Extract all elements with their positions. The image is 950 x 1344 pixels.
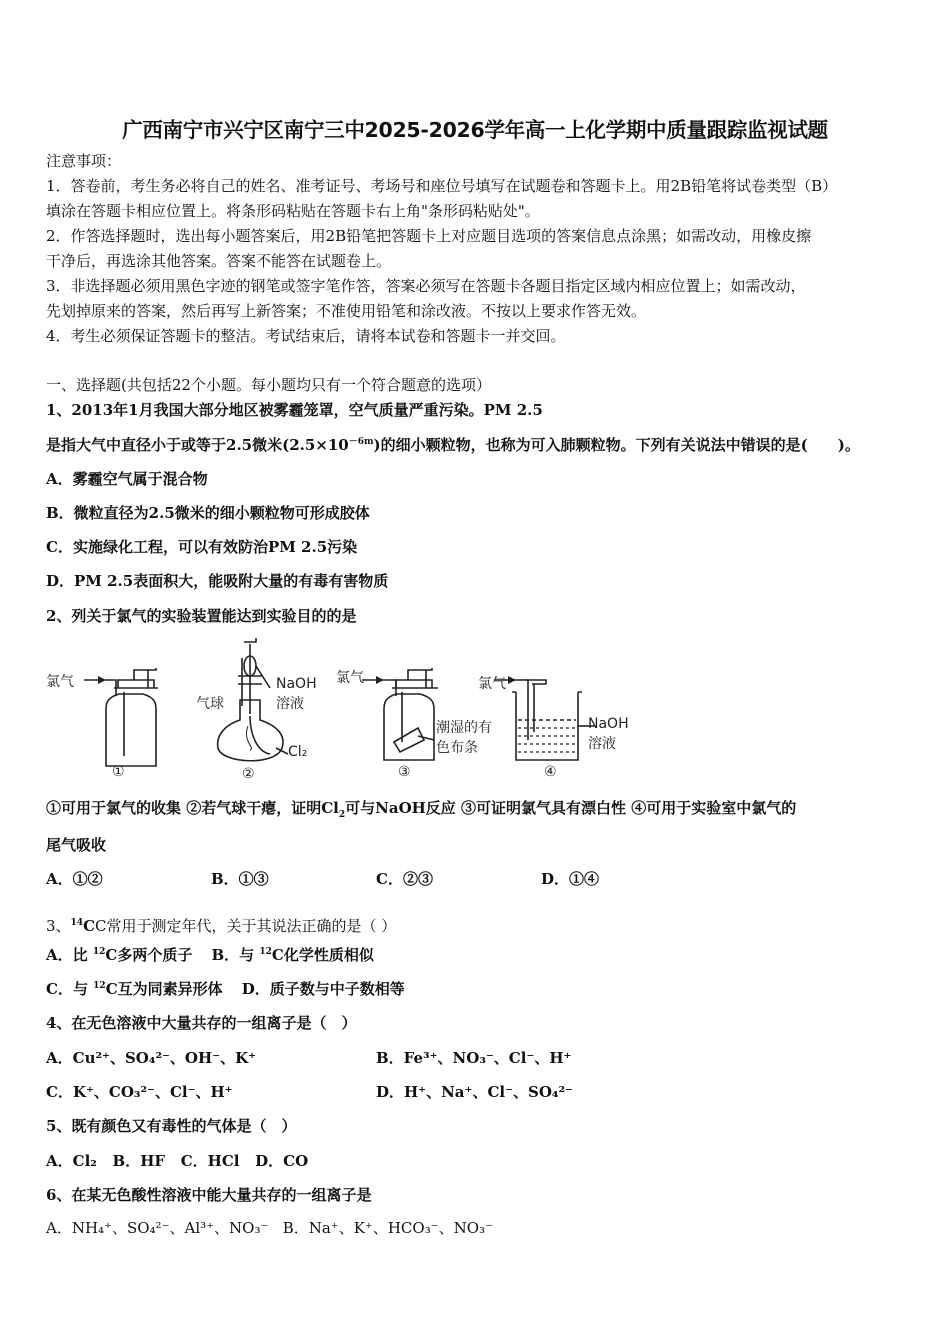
q3-option-d[interactable]: D．质子数与中子数相等	[241, 980, 405, 998]
q3-option-c[interactable]: C．与 $^{12}$C互为同素异形体	[46, 980, 223, 998]
q4-option-a[interactable]: A．Cu²⁺、SO₄²⁻、OH⁻、K⁺	[46, 1049, 257, 1067]
q2-stem: 2、列关于氯气的实验装置能达到实验目的的是	[46, 607, 357, 625]
label-cl2: Cl₂	[288, 744, 308, 760]
label-solution-4: 溶液	[588, 736, 616, 752]
q3-stem: 3、$^{14}$CC常用于测定年代，关于其说法正确的是（ ）	[46, 917, 397, 935]
q4-option-d[interactable]: D．H⁺、Na⁺、Cl⁻、SO₄²⁻	[376, 1083, 573, 1101]
label-num-3: ③	[398, 764, 411, 780]
q4-option-c[interactable]: C．K⁺、CO₃²⁻、Cl⁻、H⁺	[46, 1083, 233, 1101]
label-wet-cloth-1: 潮湿的有	[436, 720, 492, 736]
q1-option-b[interactable]: B．微粒直径为2.5微米的细小颗粒物可形成胶体	[46, 504, 370, 522]
q1-option-c[interactable]: C．实施绿化工程，可以有效防治PM 2.5污染	[46, 538, 358, 556]
q3-option-b[interactable]: B．与 $^{12}$C化学性质相似	[211, 946, 374, 964]
label-solution-2: 溶液	[276, 696, 304, 712]
q4-option-b[interactable]: B．Fe³⁺、NO₃⁻、Cl⁻、H⁺	[376, 1049, 572, 1067]
label-chlorine-4: 氯气	[478, 676, 506, 692]
label-chlorine-1: 氯气	[46, 674, 74, 690]
q3-option-a[interactable]: A．比 $^{12}$C多两个质子	[46, 946, 193, 964]
q6-stem: 6、在某无色酸性溶液中能大量共存的一组离子是	[46, 1186, 372, 1204]
q6-option-b[interactable]: B．Na⁺、K⁺、HCO₃⁻、NO₃⁻	[282, 1219, 493, 1237]
q5-stem: 5、既有颜色又有毒性的气体是（ ）	[46, 1117, 297, 1135]
label-naoh-4: NaOH	[588, 716, 629, 732]
notice-line: 1．答卷前，考生务必将自己的姓名、准考证号、考场号和座位号填写在试题卷和答题卡上。用2B铅笔将试卷类型（B）	[46, 177, 838, 195]
q1-option-a[interactable]: A．雾霾空气属于混合物	[46, 470, 208, 488]
q6-options	[46, 1217, 493, 1239]
notice-line: 2．作答选择题时，选出每小题答案后，用2B铅笔把答题卡上对应题目选项的答案信息点涂黑；如需改动，用橡皮擦	[46, 227, 812, 245]
notice-line: 3．非选择题必须用黑色字迹的钢笔或签字笔作答，答案必须写在答题卡各题目指定区域内相应位置上；如需改动，	[46, 277, 806, 295]
q2-description: ①可用于氯气的收集 ②若气球干瘪，证明$Cl_2$可与NaOH反应 ③可证明氯气具有漂白性 ④可用于实验室中氯气的	[46, 799, 797, 820]
q5-option-d[interactable]: D．CO	[255, 1152, 309, 1170]
notice-line: 填涂在答题卡相应位置上。将条形码粘贴在答题卡右上角"条形码粘贴处"。	[46, 202, 540, 220]
q2-option-c[interactable]: C．②③	[376, 870, 433, 888]
notice-line: 先划掉原来的答案，然后再写上新答案；不准使用铅笔和涂改液。不按以上要求作答无效。	[46, 302, 647, 320]
q2-option-b[interactable]: B．①③	[211, 870, 269, 888]
q3-options-cd	[46, 978, 405, 1000]
label-wet-cloth-2: 色布条	[436, 740, 478, 756]
label-num-4: ④	[544, 764, 557, 780]
section-heading: 一、选择题(共包括22个小题。每小题均只有一个符合题意的选项）	[46, 376, 491, 394]
q1-option-d[interactable]: D．PM 2.5表面积大，能吸附大量的有毒有害物质	[46, 572, 389, 590]
page-title: 广西南宁市兴宁区南宁三中2025-2026学年高一上化学期中质量跟踪监视试题	[122, 118, 828, 142]
q2-option-d[interactable]: D．①④	[541, 870, 600, 888]
notice-line: 4．考生必须保证答题卡的整洁。考试结束后，请将本试卷和答题卡一并交回。	[46, 327, 566, 345]
q5-option-a[interactable]: A．Cl₂	[46, 1152, 97, 1170]
label-num-2: ②	[242, 766, 255, 782]
label-naoh-2: NaOH	[276, 676, 317, 692]
label-balloon: 气球	[196, 696, 224, 712]
q2-apparatus-figure	[46, 636, 646, 786]
q2-description-cont: 尾气吸收	[46, 836, 107, 854]
q5-option-b[interactable]: B．HF	[112, 1152, 166, 1170]
notice-line: 干净后，再选涂其他答案。答案不能答在试题卷上。	[46, 252, 392, 270]
q1-stem: 1、2013年1月我国大部分地区被雾霾笼罩，空气质量严重污染。PM 2.5	[46, 401, 543, 419]
q4-stem: 4、在无色溶液中大量共存的一组离子是（ ）	[46, 1014, 357, 1032]
label-num-1: ①	[112, 764, 125, 780]
q6-option-a[interactable]: A．NH₄⁺、SO₄²⁻、Al³⁺、NO₃⁻	[46, 1219, 269, 1237]
q5-options	[46, 1150, 308, 1172]
q2-option-a[interactable]: A．①②	[46, 870, 103, 888]
notice-heading: 注意事项：	[46, 152, 122, 170]
q3-options-ab	[46, 944, 374, 966]
q1-stem-cont: 是指大气中直径小于或等于2.5微米$(2.5\times 10^{-6m})$的细小颗粒物，也称为可入肺颗粒物。下列有关说法中错误的是( )。	[46, 436, 860, 454]
label-chlorine-3: 氯气	[336, 670, 364, 686]
q5-option-c[interactable]: C．HCl	[180, 1152, 240, 1170]
